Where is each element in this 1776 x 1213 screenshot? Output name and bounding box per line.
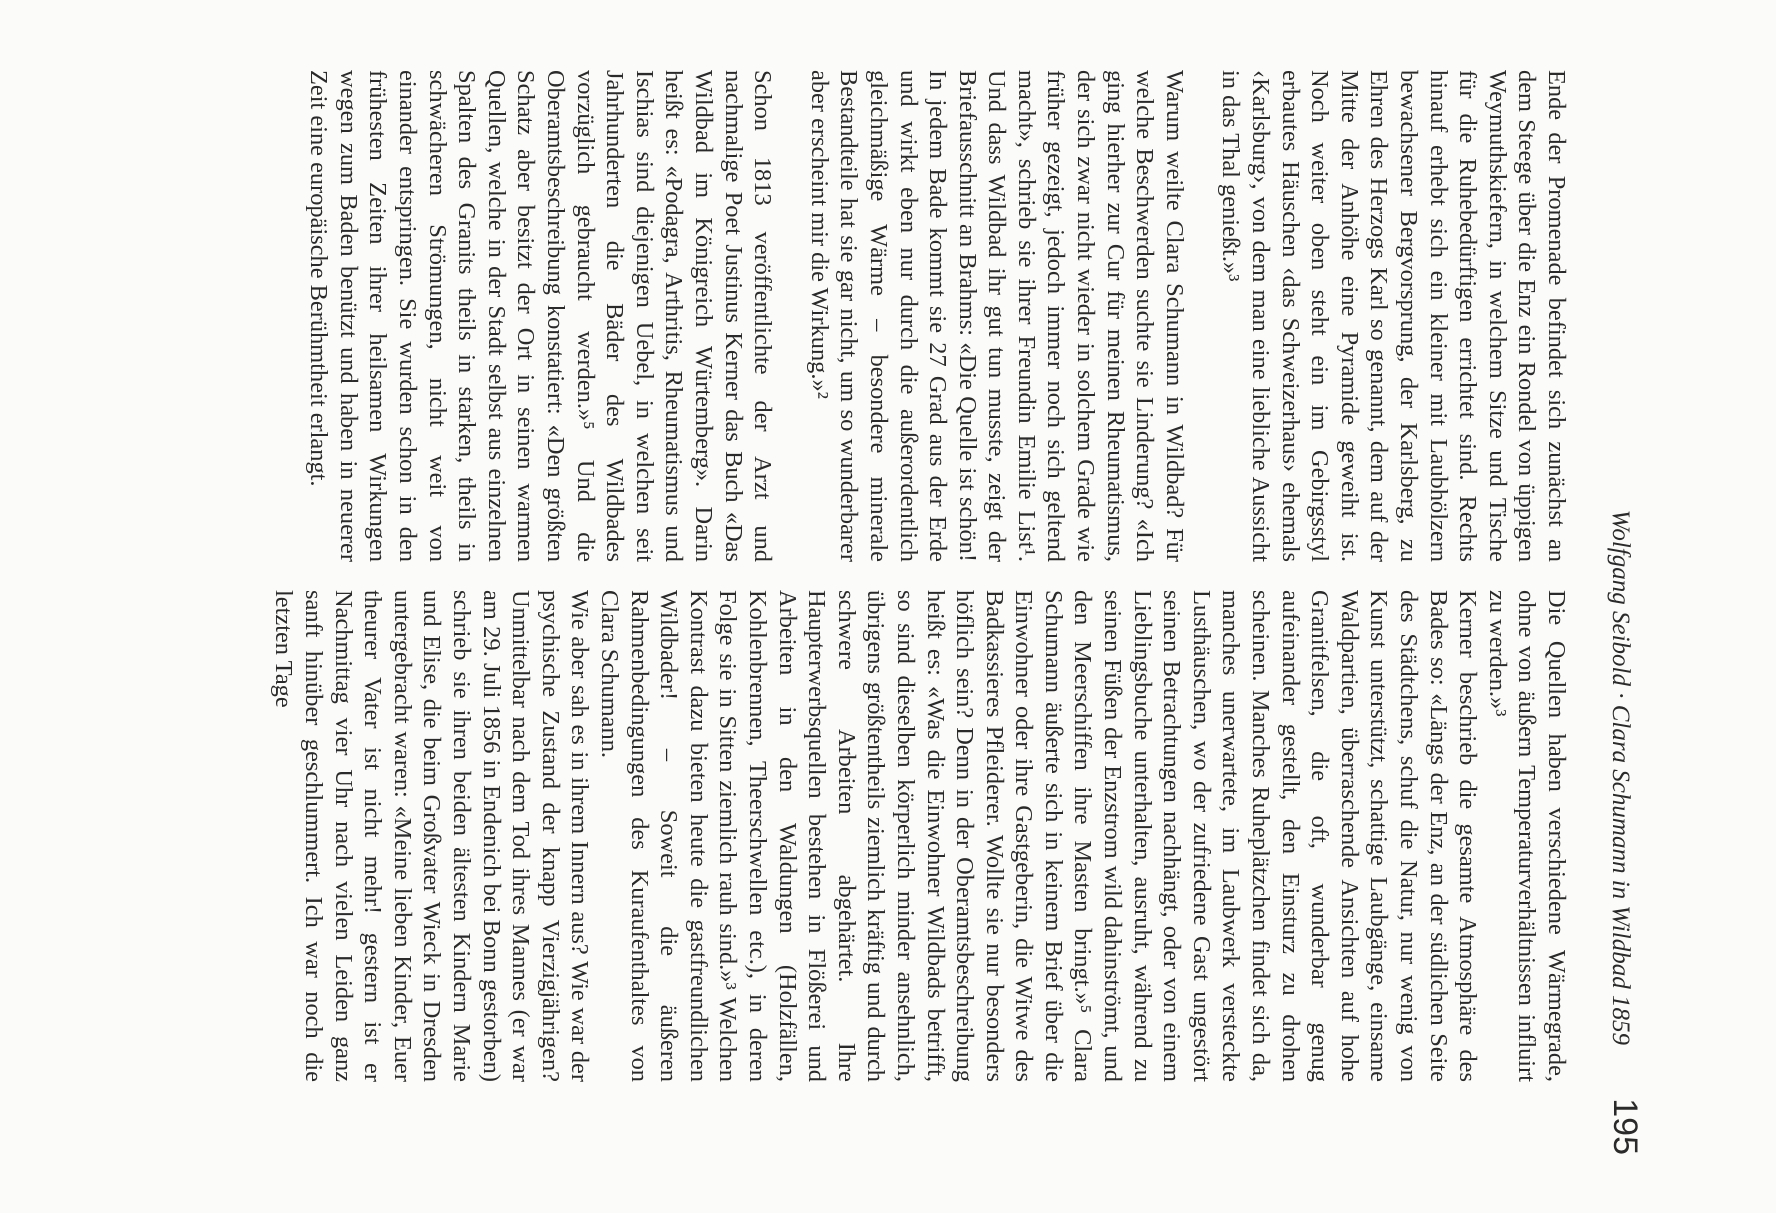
paragraph: Ende der Promenade befindet sich zunächst an dem Steege über die Enz ein Rondel von üppigen Weymuthskiefern, in welchem Sitze und Tische für die Ruhebedürftigen errichtet sind. Rechts hinauf erhebt sich ein kleiner mit Laubhölzern bewachsener Bergvorsprung, der Karlsberg, zu Ehren des Herzogs Karl so genannt, dem auf der Mitte der Anhöhe eine Pyramide geweiht ist. Noch weiter oben steht ein im Gebirgsstyl erbautes Häuschen ‹das Schweizerhaus› ehemals ‹Karlsburg›, von dem man eine liebliche Aussicht in das Thal genießt.»³ [1217, 70, 1570, 562]
running-title: Wolfgang Seibold · Clara Schumann in Wildbad 1859 [1607, 509, 1634, 1045]
page-number: 195 [1606, 1098, 1644, 1155]
right-text-column [11, 590, 1571, 1082]
page-header [1606, 155, 1644, 1155]
paragraph: Die Quellen haben verschiedene Wärmegrade, ohne von äußern Temperaturverhältnissen influirt zu werden.»³ [1483, 590, 1570, 1082]
paragraph: Kerner beschrieb die gesamte Atmosphäre des Bades so: «Längs der Enz, an der südlichen Seite des Städtchens, schuf die Natur, nur wenig von Kunst unterstützt, schattige Laubgänge, einsame Waldpartien, überraschende Ansichten auf hohe Granitfelsen, die oft, wunderbar genug aufeinander gestellt, den Einsturz zu drohen scheinen. Manches Ruheplätzchen findet sich da, manches unerwartete, im Laubwerk versteckte Lusthäuschen, wo der zufriedene Gast ungestört seinen Betrachtungen nachhängt, oder von einem Lieblingsbuche unterhalten, ausruht, während zu seinen Füßen der Enzstrom wild dahinströmt, und den Meerschiffen ihre Masten bringt.»⁵ Clara Schumann äußerte sich in keinem Brief über die Einwohner oder ihre Gastgeberin, die Witwe des Badkassieres Pfleiderer. Wollte sie nur besonders höflich sein? Denn in der Oberamtsbeschreibung heißt es: «Was die Einwohner Wildbads betrifft, so sind dieselben körperlich minder ansehnlich, übrigens größtentheils ziemlich kräftig und durch schwere Arbeiten abgehärtet. Ihre Haupterwerbsquellen bestehen in Flößerei und Arbeiten in den Waldungen (Holzfällen, Kohlenbrennen, Theerschwellen etc.), in deren Folge sie in Sitten ziemlich rauh sind.»³ Welchen Kontrast dazu bieten heute die gastfreundlichen Wildbader! – Soweit die äußeren Rahmenbedingungen des Kuraufenthaltes von Clara Schumann. [596, 590, 1482, 1082]
paragraph: Warum weilte Clara Schumann in Wildbad? Für welche Beschwerden suchte sie Linderung? «Ich ging hierher zur Cur für meinen Rheumatismus, der sich zwar nicht wieder in solchem Grade wie früher gezeigt, jedoch immer noch sich geltend macht», schrieb sie ihrer Freundin Emilie List¹. Und dass Wildbad ihr gut tun musste, zeigt der Briefausschnitt an Brahms: «Die Quelle ist schön! In jedem Bade kommt sie 27 Grad aus der Erde und wirkt eben nur durch die außerordentlich gleichmäßige Wärme – besondere minerale Bestandteile hat sie gar nicht, um so wunderbarer aber erscheint mir die Wirkung.»² [805, 70, 1188, 562]
paragraph: Wie aber sah es in ihrem Innern aus? Wie war der psychische Zustand der knapp Vierzigjährigen? Unmittelbar nach dem Tod ihres Mannes (er war am 29. Juli 1856 in Endenich bei Bonn gestorben) schrieb sie ihren beiden ältesten Kindern Marie und Elise, die beim Großvater Wieck in Dresden untergebracht waren: «Meine lieben Kinder, Euer theurer Vater ist nicht mehr! gestern ist er Nachmittag vier Uhr nach vielen Leiden ganz sanft hinüber geschlummert. Ich war noch die letzten Tage [270, 590, 594, 1082]
paragraph: Schon 1813 veröffentlichte der Arzt und nachmalige Poet Justinus Kerner das Buch «Das Wildbad im Königreich Würtemberg». Darin heißt es: «Podagra, Arthritis, Rheumatismus und Ischias sind diejenigen Uebel, in welchen seit Jahrhunderten die Bäder des Wildbades vorzüglich gebraucht werden.»⁵ Und die Oberamtsbeschreibung konstatiert: «Den größten Schatz aber besitzt der Ort in seinen warmen Quellen, welche in der Stadt selbst aus einzelnen Spalten des Granits theils in starken, theils in schwächeren Strömungen, nicht weit von einander entspringen. Sie wurden schon in den frühesten Zeiten ihrer heilsamen Wirkungen wegen zum Baden benützt und haben in neuerer Zeit eine europäische Berühmtheit erlangt. [305, 70, 777, 562]
left-text-column [11, 70, 1571, 562]
